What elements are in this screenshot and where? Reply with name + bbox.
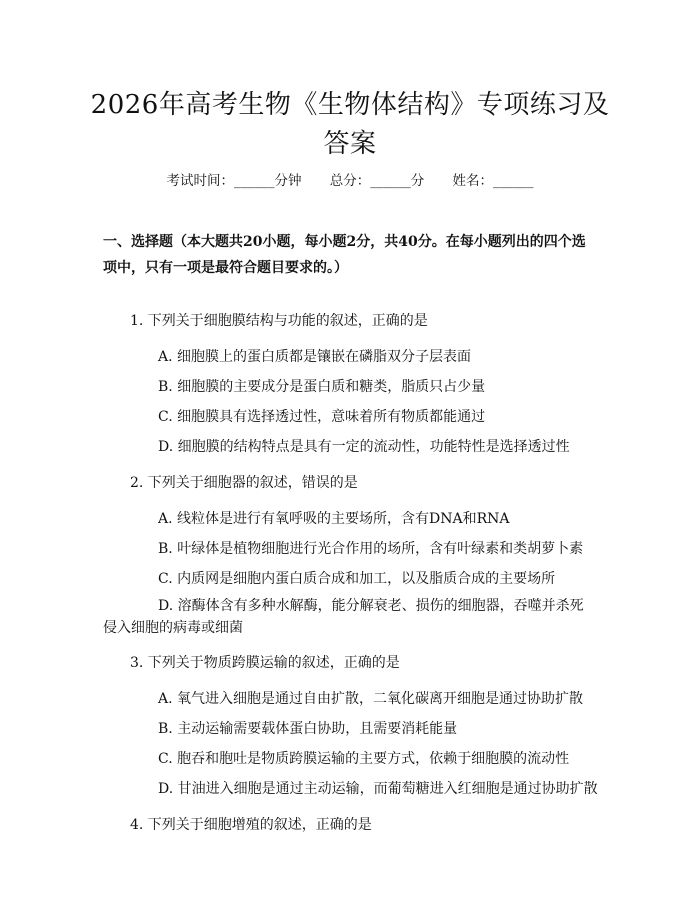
question-3-option-d: D. 甘油进入细胞是通过主动运输，而葡萄糖进入红细胞是通过协助扩散 <box>158 781 598 797</box>
section-heading: 一、选择题（本大题共20小题，每小题2分，共40分。在每小题列出的四个选项中，只有一项是最符合题目要求的。） <box>103 234 586 276</box>
question-3-option-a: A. 氧气进入细胞是通过自由扩散，二氧化碳离开细胞是通过协助扩散 <box>158 691 584 707</box>
question-1-option-a: A. 细胞膜上的蛋白质都是镶嵌在磷脂双分子层表面 <box>158 349 472 365</box>
document-title: 2026年高考生物《生物体结构》专项练习及答案 <box>90 90 610 159</box>
question-4-stem: 4. 下列关于细胞增殖的叙述，正确的是 <box>130 817 372 833</box>
question-1-stem: 1. 下列关于细胞膜结构与功能的叙述，正确的是 <box>130 313 428 329</box>
question-3-stem: 3. 下列关于物质跨膜运输的叙述，正确的是 <box>130 655 400 671</box>
question-2-option-a: A. 线粒体是进行有氧呼吸的主要场所，含有DNA和RNA <box>158 511 510 527</box>
question-2-option-c: C. 内质网是细胞内蛋白质合成和加工，以及脂质合成的主要场所 <box>158 571 556 587</box>
question-2-option-d: D. 溶酶体含有多种水解酶，能分解衰老、损伤的细胞器，吞噬并杀死侵入细胞的病毒或细菌 <box>103 598 584 636</box>
question-2-stem: 2. 下列关于细胞器的叙述，错误的是 <box>130 475 358 491</box>
exam-info-line <box>0 169 700 189</box>
name-field: 姓名：______ <box>452 173 534 189</box>
question-1-option-d: D. 细胞膜的结构特点是具有一定的流动性，功能特性是选择透过性 <box>158 439 570 455</box>
question-3-option-b: B. 主动运输需要载体蛋白协助，且需要消耗能量 <box>158 721 458 737</box>
question-3-option-c: C. 胞吞和胞吐是物质跨膜运输的主要方式，依赖于细胞膜的流动性 <box>158 751 570 767</box>
total-score-field: 总分：______分 <box>329 173 425 189</box>
exam-time-field: 考试时间：______分钟 <box>166 173 302 189</box>
question-2-option-b: B. 叶绿体是植物细胞进行光合作用的场所，含有叶绿素和类胡萝卜素 <box>158 541 584 557</box>
question-1-option-b: B. 细胞膜的主要成分是蛋白质和糖类，脂质只占少量 <box>158 379 486 395</box>
question-1-option-c: C. 细胞膜具有选择透过性，意味着所有物质都能通过 <box>158 409 486 425</box>
